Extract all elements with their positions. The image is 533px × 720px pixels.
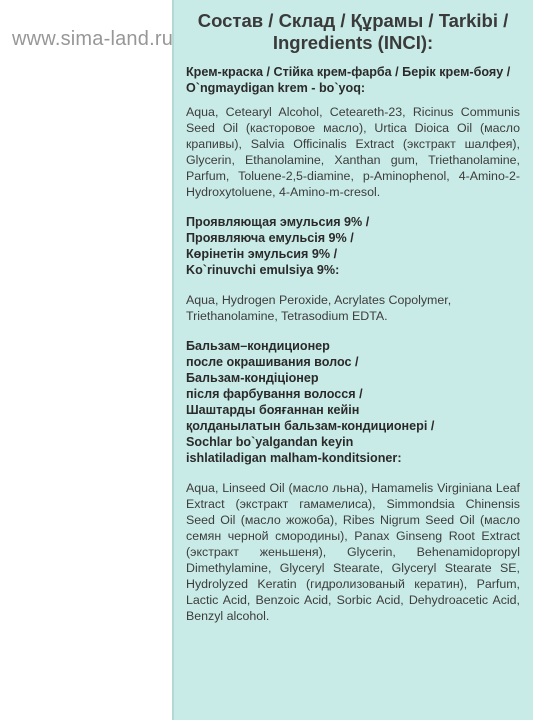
background-left bbox=[0, 0, 172, 720]
section-text-developer: Aqua, Hydrogen Peroxide, Acrylates Copolymer, Triethanolamine, Tetrasodium EDTA. bbox=[186, 293, 452, 323]
section-heading-developer: Проявляющая эмульсия 9% / Проявляюча емульсія 9% / Көрінетін эмульсия 9% / Ko`rinuvchi emulsiya 9%: bbox=[186, 215, 370, 277]
panel-edge bbox=[172, 0, 174, 720]
ingredients-label bbox=[186, 10, 520, 634]
section-text-conditioner: Aqua, Linseed Oil (масло льна), Hamamelis Virginiana Leaf Extract (экстракт гамамелиса), Simmondsia Chinensis Seed Oil (масло жожоба), Ribes Nigrum Seed Oil (масло семян черной смородины), Panax Ginseng Root Extract (экстракт женьшеня), Glycerin, Behenamidopropyl Dimethylamine, Glyceryl Stearate, Glyceryl Stearate SE, Hydrolyzed Keratin (гидролизованый кератин), Parfum, Lactic Acid, Benzoic Acid, Sorbic Acid, Dehydroacetic Acid, Benzyl alcohol. bbox=[186, 481, 520, 623]
section-text-cream-dye: Aqua, Cetearyl Alcohol, Ceteareth-23, Ricinus Communis Seed Oil (касторовое масло), Urtica Dioica Oil (масло крапивы), Salvia Officinalis Extract (экстракт шалфея), Glycerin, Ethanolamine, Xanthan gum, Triethanolamine, Parfum, Toluene-2,5-diamine, p-Aminophenol, 4-Amino-2-Hydroxytoluene, 4-Amino-m-cresol. bbox=[186, 105, 520, 199]
section-heading-conditioner: Бальзам–кондиционер после окрашивания волос / Бальзам-кондіціонер після фарбування волосся / Шаштарды бояғаннан кейін қолданылатын бальзам-кондиционері / Sochlar bo`yalgandan keyin ishlatiladigan malham-konditsioner: bbox=[186, 339, 435, 465]
section-heading-cream-dye: Крем-краска / Стійка крем-фарба / Берік крем-бояу / O`ngmaydigan krem - bo`yoq: bbox=[186, 65, 511, 95]
ingredients-title: Состав / Склад / Құрамы / Tarkibi / Ingredients (INCI): bbox=[197, 10, 509, 53]
site-watermark: www.sima-land.ru bbox=[12, 28, 174, 50]
